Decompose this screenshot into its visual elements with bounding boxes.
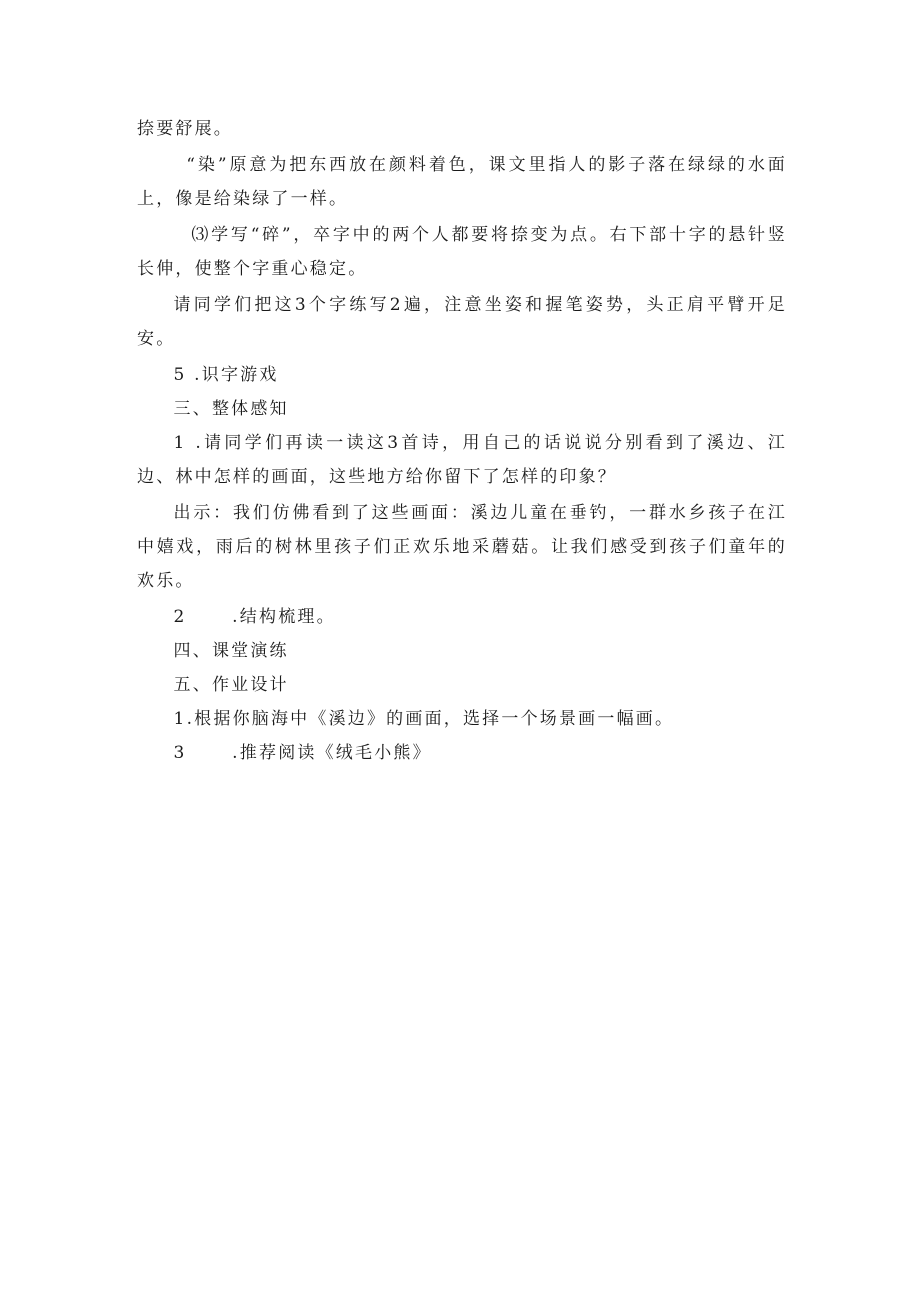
paragraph-recommended-reading: 3 .推荐阅读《绒毛小熊》	[173, 743, 432, 763]
section-heading-homework: 五、作业设计	[173, 675, 289, 695]
paragraph-homework-draw: 1.根据你脑海中《溪边》的画面，选择一个场景画一幅画。	[173, 709, 675, 729]
paragraph-reread-poems: 1 .请同学们再读一读这3首诗，用自己的话说说分别看到了溪边、江边、林中怎样的画面，这些地方给你留下了怎样的印象？	[137, 433, 787, 487]
paragraph-stroke-note: 捺要舒展。	[137, 119, 233, 139]
paragraph-practice: 请同学们把这3个字练写2遍，注意坐姿和握笔姿势，头正肩平臂开足安。	[137, 295, 787, 349]
section-heading-overall: 三、整体感知	[173, 399, 289, 419]
section-heading-practice: 四、课堂演练	[173, 641, 289, 661]
paragraph-structure: 2 .结构梳理。	[173, 607, 336, 627]
paragraph-literacy-game: 5 .识字游戏	[173, 365, 279, 385]
paragraph-show-scenes: 出示：我们仿佛看到了这些画面：溪边儿童在垂钓，一群水乡孩子在江中嬉戏，雨后的树林里孩子们正欢乐地采蘑菇。让我们感受到孩子们童年的欢乐。	[137, 503, 787, 591]
document-body	[137, 112, 787, 770]
paragraph-write-sui: ⑶学写“碎”，卒字中的两个人都要将捺变为点。右下部十字的悬针竖长伸，使整个字重心稳定。	[137, 225, 787, 279]
paragraph-ran-meaning: “染”原意为把东西放在颜料着色，课文里指人的影子落在绿绿的水面上，像是给染绿了一样。	[137, 155, 787, 209]
